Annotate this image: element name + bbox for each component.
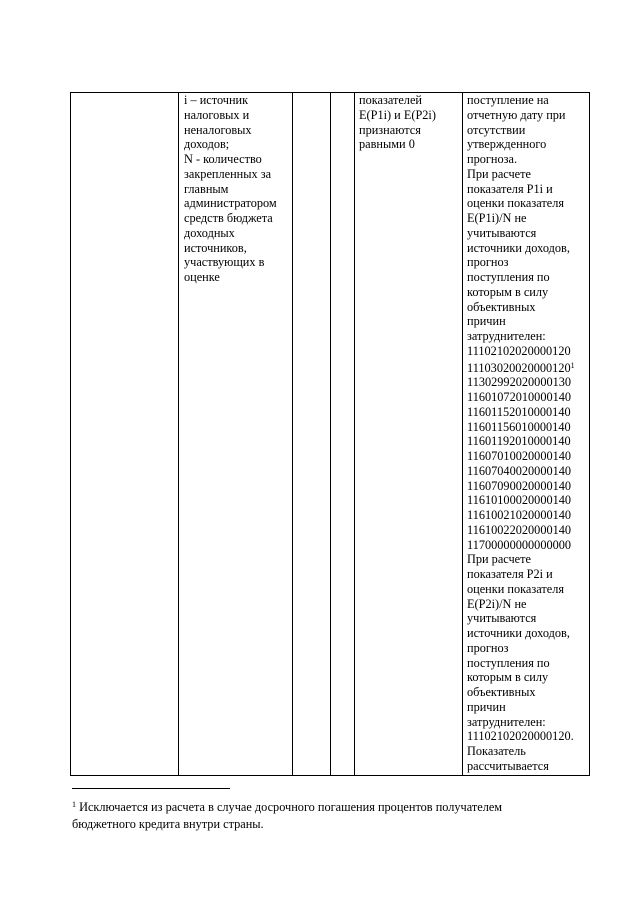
cell-text-line: E(P1i)/N не bbox=[467, 211, 527, 225]
table-column-border bbox=[462, 92, 463, 776]
cell-text-line: 11610100020000140 bbox=[467, 493, 572, 508]
cell-text-line: затруднителен: bbox=[467, 329, 546, 343]
table-column-border bbox=[292, 92, 293, 776]
cell-text-line: E(P2i)/N не bbox=[467, 596, 527, 611]
cell-text-line: 11607040020000140 bbox=[467, 463, 572, 478]
cell-text-line: которым в силу bbox=[467, 670, 549, 685]
cell-text-line: 11302992020000130 bbox=[467, 375, 572, 390]
cell-text-line: утвержденного bbox=[467, 137, 547, 152]
cell-text-line: главным bbox=[184, 181, 229, 196]
cell-text-line: причин bbox=[467, 314, 506, 329]
cell-text-line: источники доходов, bbox=[467, 626, 570, 640]
cell-text-line: При расчете bbox=[467, 552, 531, 567]
cell-text-line: причин bbox=[467, 699, 506, 714]
table-cell-indicator-note bbox=[359, 93, 436, 152]
table-cell-formula-legend bbox=[184, 93, 277, 285]
table-column-border bbox=[589, 92, 590, 776]
cell-text-line: источников, bbox=[184, 240, 247, 255]
footnote-text-line1: Исключается из расчета в случае досрочного погашения процентов получателем bbox=[76, 800, 503, 814]
cell-text-line: 11607010020000140 bbox=[467, 449, 572, 463]
footnote-separator bbox=[72, 788, 230, 789]
table-column-border bbox=[70, 92, 71, 776]
cell-text-line: 11601192010000140 bbox=[467, 434, 571, 449]
table-column-border bbox=[178, 92, 179, 776]
cell-text-line: показателя P2i и bbox=[467, 567, 553, 581]
cell-text-line: 11103020020000120$^1$ bbox=[467, 360, 575, 375]
cell-text-line: средств бюджета bbox=[184, 211, 273, 225]
cell-text-line: прогноз bbox=[467, 640, 509, 655]
cell-text-line: неналоговых bbox=[184, 122, 252, 137]
cell-text-line: отчетную дату при bbox=[467, 107, 566, 122]
cell-text-line: поступления по bbox=[467, 655, 550, 670]
cell-text-line: отсутствии bbox=[467, 122, 526, 137]
table-column-border bbox=[330, 92, 331, 776]
cell-text-line: 11601152010000140 bbox=[467, 404, 571, 419]
table-cell-calculation-rules bbox=[467, 93, 575, 774]
cell-text-line: закрепленных за bbox=[184, 166, 272, 181]
footnote-text-line2: бюджетного кредита внутри страны. bbox=[72, 817, 264, 831]
footnote-reference: 1 bbox=[570, 360, 575, 370]
cell-text-line: оценке bbox=[184, 270, 220, 284]
cell-text-line: которым в силу bbox=[467, 284, 549, 299]
cell-text-line: участвующих в bbox=[184, 255, 265, 270]
cell-text-line: 11700000000000000 bbox=[467, 537, 572, 552]
cell-text-line: N - количество bbox=[184, 152, 262, 166]
cell-text-line: равными 0 bbox=[359, 137, 415, 152]
cell-text-line: 11601072010000140 bbox=[467, 390, 572, 404]
cell-text-line: объективных bbox=[467, 685, 536, 699]
cell-text-line: рассчитывается bbox=[467, 758, 549, 773]
cell-text-line: i – источник bbox=[184, 93, 249, 107]
cell-text-line: 11610022020000140 bbox=[467, 522, 572, 537]
table-column-border bbox=[354, 92, 355, 776]
cell-text-line: 11102102020000120. bbox=[467, 729, 574, 744]
cell-text-line: прогноз bbox=[467, 255, 509, 270]
cell-text-line: доходов; bbox=[184, 137, 230, 152]
cell-text-line: администратором bbox=[184, 196, 277, 211]
cell-text-line: 11601156010000140 bbox=[467, 419, 571, 434]
cell-text-line: доходных bbox=[184, 225, 235, 240]
cell-text-line: 11102102020000120 bbox=[467, 343, 571, 358]
cell-text-line: показателей bbox=[359, 93, 422, 107]
cell-text-line: поступления по bbox=[467, 270, 550, 284]
cell-text-line: оценки показателя bbox=[467, 196, 564, 211]
footnote bbox=[72, 796, 502, 833]
cell-text-line: источники доходов, bbox=[467, 240, 570, 255]
cell-text-line: налоговых и bbox=[184, 107, 250, 122]
cell-text-line: затруднителен: bbox=[467, 714, 546, 729]
cell-text-line: прогноза. bbox=[467, 152, 518, 166]
cell-text-line: E(P1i) и E(P2i) bbox=[359, 107, 436, 122]
cell-text-line: 11610021020000140 bbox=[467, 508, 572, 522]
cell-text-line: объективных bbox=[467, 299, 536, 314]
cell-text-line: Показатель bbox=[467, 744, 526, 758]
footnote-mark: 1 bbox=[72, 800, 76, 809]
cell-text-line: 11607090020000140 bbox=[467, 478, 572, 493]
cell-text-line: учитываются bbox=[467, 611, 537, 626]
cell-text-line: При расчете bbox=[467, 166, 531, 181]
cell-text-line: признаются bbox=[359, 122, 421, 137]
cell-text-line: учитываются bbox=[467, 225, 537, 240]
cell-text-line: поступление на bbox=[467, 93, 549, 107]
cell-text-line: показателя P1i и bbox=[467, 181, 553, 196]
cell-text-line: оценки показателя bbox=[467, 581, 564, 596]
